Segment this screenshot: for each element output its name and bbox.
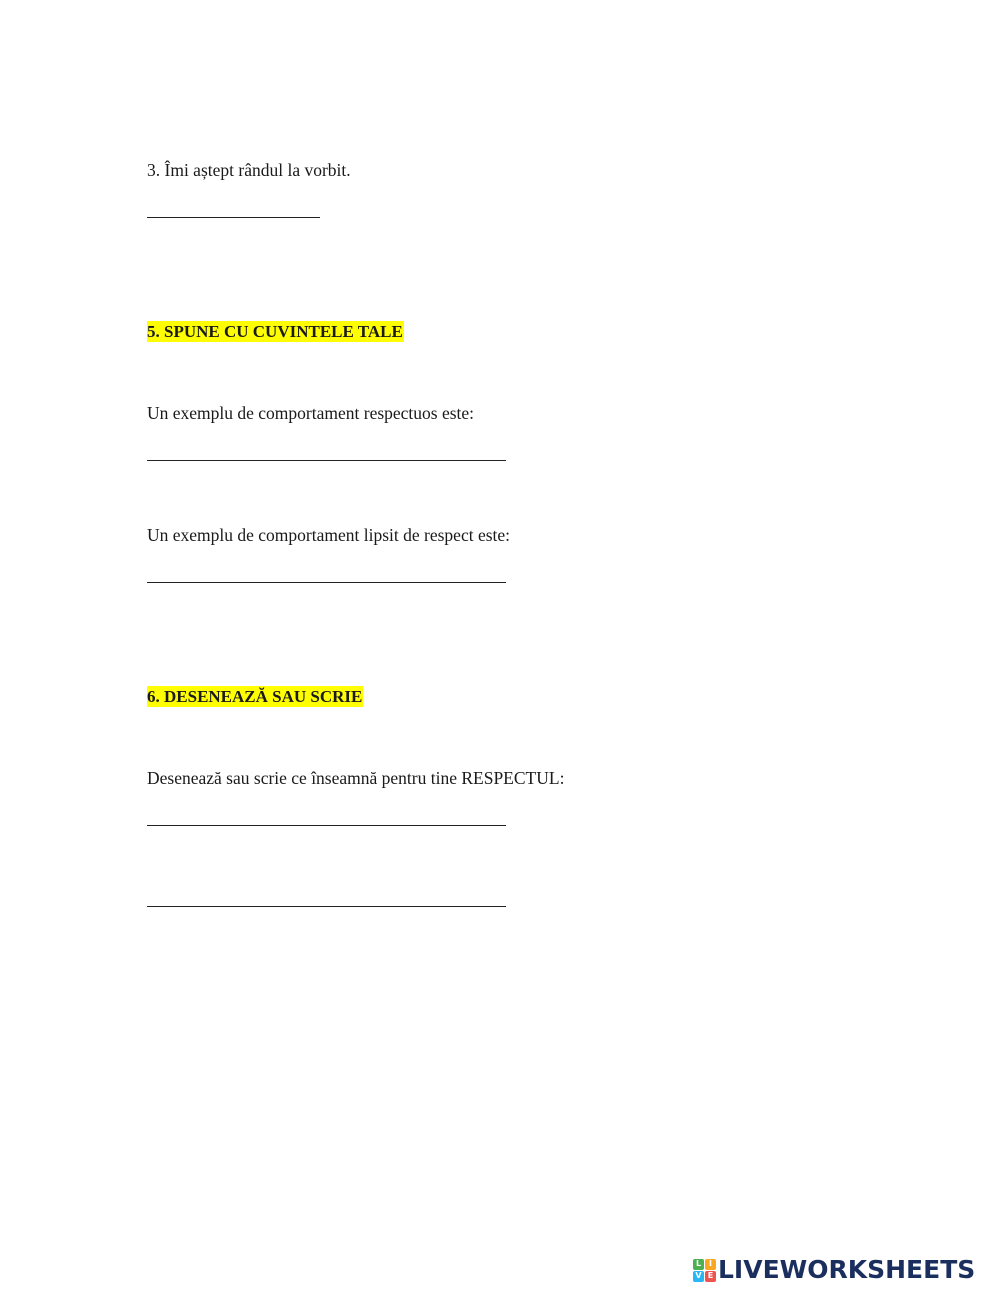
- logo-tile-i: I: [705, 1259, 716, 1270]
- logo-mark-icon: [693, 1259, 716, 1282]
- answer-line-disrespectful[interactable]: [147, 582, 506, 583]
- section-6-prompt: Desenează sau scrie ce înseamnă pentru tine RESPECTUL:: [147, 768, 565, 788]
- answer-line-respectful[interactable]: [147, 460, 506, 461]
- answer-line-respect-1[interactable]: [147, 825, 506, 826]
- section-6-heading: 6. DESENEAZĂ SAU SCRIE: [147, 687, 363, 706]
- section-5-prompt-disrespectful: Un exemplu de comportament lipsit de respect este:: [147, 525, 511, 545]
- logo-tile-e: E: [705, 1271, 716, 1282]
- section-5-prompt-respectful: Un exemplu de comportament respectuos este:: [147, 403, 475, 423]
- logo-tile-l: L: [693, 1259, 704, 1270]
- answer-line-respect-2[interactable]: [147, 906, 506, 907]
- item-3-text: 3. Îmi aștept rândul la vorbit.: [147, 160, 351, 180]
- logo-wordmark: LIVEWORKSHEETS: [718, 1255, 976, 1284]
- answer-line-item-3[interactable]: [147, 217, 320, 218]
- liveworksheets-logo: [693, 1256, 975, 1284]
- section-5-heading: 5. SPUNE CU CUVINTELE TALE: [147, 322, 403, 341]
- logo-tile-v: V: [693, 1271, 704, 1282]
